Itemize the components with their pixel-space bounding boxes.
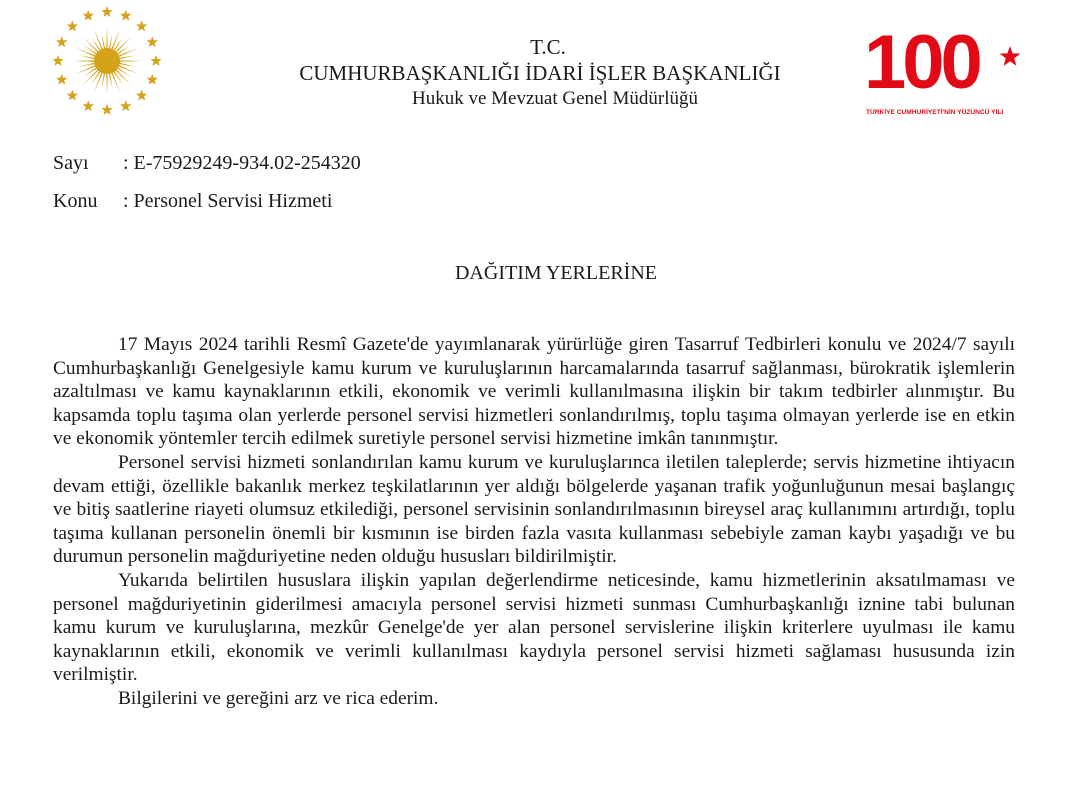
seal-star-icon (67, 20, 78, 31)
body-paragraph-3: Yukarıda belirtilen hususlara ilişkin yapılan değerlendirme neticesinde, kamu hizmetlerinin aksatılmaması ve personel mağduriyetinin giderilmesi amacıyla personel servisi hizmeti sunması Cumhurbaşkanlığı iznine tabi bulunan kamu kurum ve kuruluşlarına, mezkûr Genelge'de yer alan personel servislerine ilişkin kriterlere uyulması ile kamu kaynaklarının etkili, ekonomik ve verimli kullanılması kaydıyla personel servisi hizmeti sağlaması hususunda izin verilmiştir. (53, 569, 1015, 686)
body-paragraph-2: Personel servisi hizmeti sonlandırılan kamu kurum ve kuruluşlarınca iletilen taleplerde; servis hizmetine ihtiyacın devam ettiği, özellikle bakanlık merkez teşkilatlarının yer aldığı bölgelerde yaşanan trafik yoğunluğunun mesai başlangıç ve bitiş saatlerine riayeti olumsuz etkilediği, personel servisinin sonlandırılmasının bireysel araç kullanımını artırdığı, toplu taşıma kullanan personelin önemli bir kısmının ise birden fazla vasıta kullanması sebebiyle zaman kaybı yaşadığı ve bu durumun personelin mağduriyetine neden olduğu hususları bildirilmiştir. (53, 451, 1015, 568)
letterhead (0, 34, 1080, 112)
reference-number-row (53, 150, 361, 176)
seal-star-icon (101, 6, 112, 17)
letter-body (53, 333, 1015, 711)
reference-label: Sayı (53, 152, 89, 174)
subject-row (53, 188, 332, 214)
subject-label: Konu (53, 190, 98, 212)
distribution-heading: DAĞITIM YERLERİNE (454, 262, 657, 284)
centennial-number: 100 (864, 22, 979, 105)
reference-value: : E-75929249-934.02-254320 (123, 152, 361, 174)
subject-value: : Personel Servisi Hizmeti (123, 190, 333, 212)
closing-line: Bilgilerini ve gereğini arz ve rica ederim. (118, 687, 439, 709)
seal-star-icon (120, 10, 131, 21)
body-paragraph-1: 17 Mayıs 2024 tarihli Resmî Gazete'de yayımlanarak yürürlüğe giren Tasarruf Tedbirleri konulu ve 2024/7 sayılı Cumhurbaşkanlığı Genelgesiyle kamu kurum ve kuruluşlarının harcamalarında tasarruf sağlanması, bürokratik işlemlerin azaltılması ve kamu kaynaklarının etkili, ekonomik ve verimli kullanılmasına ilişkin bir takım tedbirler alınmıştır. Bu kapsamda toplu taşıma olan yerlerde personel servisi hizmetleri sonlandırılmış, toplu taşıma olmayan yerlerde ise en etkin ve ekonomik yöntemler tercih edilmek suretiyle personel servisi hizmetine imkân tanınmıştır. (53, 334, 1015, 450)
header-institution: CUMHURBAŞKANLIĞI İDARİ İŞLER BAŞKANLIĞI (299, 61, 781, 85)
header-department: Hukuk ve Mevzuat Genel Müdürlüğü (412, 88, 698, 109)
seal-star-icon (83, 10, 94, 21)
seal-star-icon (136, 20, 147, 31)
centennial-caption: TÜRKİYE CUMHURİYETİ'NİN YÜZÜNCÜ YILI (866, 109, 1004, 116)
header-tc: T.C. (530, 35, 566, 59)
